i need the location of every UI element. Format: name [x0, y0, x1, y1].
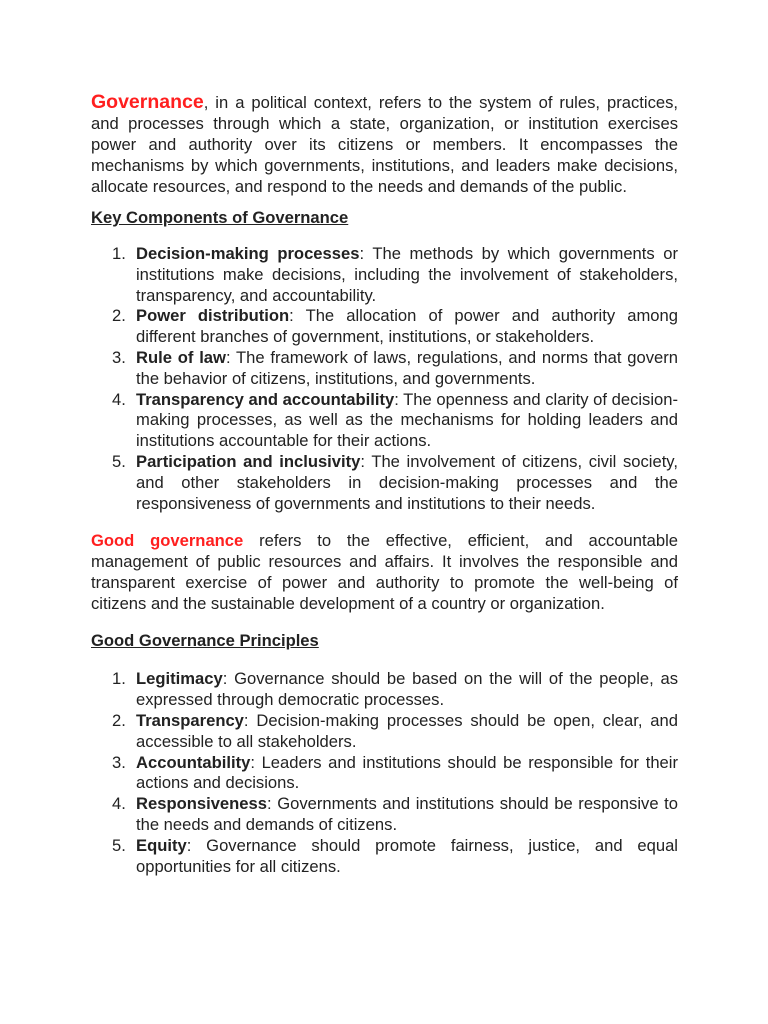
- governance-term: Governance: [91, 91, 204, 113]
- list-item: [91, 794, 678, 836]
- principles-heading: Good Governance Principles: [91, 631, 319, 651]
- list-item-term: Equity: [136, 835, 187, 855]
- list-item-number: 2.: [112, 306, 126, 326]
- list-item: [91, 244, 678, 306]
- list-item-number: 3.: [112, 752, 126, 772]
- list-item: [91, 836, 678, 878]
- list-item-number: 4.: [112, 794, 126, 814]
- good-governance-text: refers to the effective, efficient, and accountable management of public resources and affairs. It involves the responsible and transparent exercise of power and authority to promote the well-being of citizens and the sustainable development of a country or organization.: [91, 531, 678, 614]
- list-item: [91, 753, 678, 795]
- list-item-number: 5.: [112, 451, 126, 471]
- list-item-text: : Decision-making processes should be open, clear, and accessible to all stakeholders.: [136, 710, 678, 751]
- list-item-term: Decision-making processes: [136, 244, 360, 263]
- list-item-text: : The allocation of power and authority among different branches of government, institutions, or stakeholders.: [136, 306, 678, 347]
- list-item: [91, 306, 678, 348]
- list-item-text: : Governance should be based on the will of the people, as expressed through democratic processes.: [136, 669, 678, 710]
- list-item-term: Accountability: [136, 752, 251, 772]
- key-components-list: [91, 244, 678, 514]
- list-item-number: 1.: [112, 244, 126, 263]
- list-item-number: 1.: [112, 669, 126, 689]
- list-item-term: Transparency and accountability: [136, 389, 395, 409]
- list-item-number: 4.: [112, 389, 126, 409]
- list-item-term: Transparency: [136, 710, 244, 730]
- list-item-text: : The involvement of citizens, civil society, and other stakeholders in decision-making processes and the responsiveness of governments and institutions to their needs.: [136, 451, 678, 513]
- list-item: [91, 452, 678, 514]
- intro-text: , in a political context, refers to the system of rules, practices, and processes through which a state, organization, or institution exercises power and authority over its citizens or members. It encompasses the mechanisms by which governments, institutions, and leaders make decisions, allocate resources, and respond to the needs and demands of the public.: [91, 93, 678, 196]
- list-item: [91, 669, 678, 711]
- list-item-number: 2.: [112, 710, 126, 730]
- intro-paragraph: [91, 92, 678, 197]
- list-item-text: : Governance should promote fairness, justice, and equal opportunities for all citizens.: [136, 835, 678, 876]
- list-item-text: : Leaders and institutions should be responsible for their actions and decisions.: [136, 752, 678, 793]
- list-item: [91, 348, 678, 390]
- principles-list: [91, 669, 678, 877]
- list-item-number: 3.: [112, 347, 126, 367]
- good-governance-term: Good governance: [91, 531, 244, 551]
- list-item-term: Participation and inclusivity: [136, 451, 361, 471]
- list-item: [91, 390, 678, 452]
- list-item: [91, 711, 678, 753]
- list-item-number: 5.: [112, 835, 126, 855]
- list-item-term: Power distribution: [136, 306, 290, 326]
- good-governance-paragraph: [91, 530, 678, 614]
- list-item-term: Responsiveness: [136, 794, 267, 814]
- key-components-heading: Key Components of Governance: [91, 208, 349, 227]
- list-item-text: : The openness and clarity of decision-making processes, as well as the mechanisms for holding leaders and institutions accountable for their actions.: [136, 389, 679, 451]
- list-item-text: : The framework of laws, regulations, and norms that govern the behavior of citizens, institutions, and governments.: [136, 347, 678, 388]
- list-item-text: : Governments and institutions should be responsive to the needs and demands of citizens.: [136, 794, 678, 834]
- list-item-term: Rule of law: [136, 347, 226, 367]
- list-item-term: Legitimacy: [136, 669, 223, 689]
- list-item-text: : The methods by which governments or institutions make decisions, including the involvement of stakeholders, transparency, and accountability.: [136, 244, 678, 305]
